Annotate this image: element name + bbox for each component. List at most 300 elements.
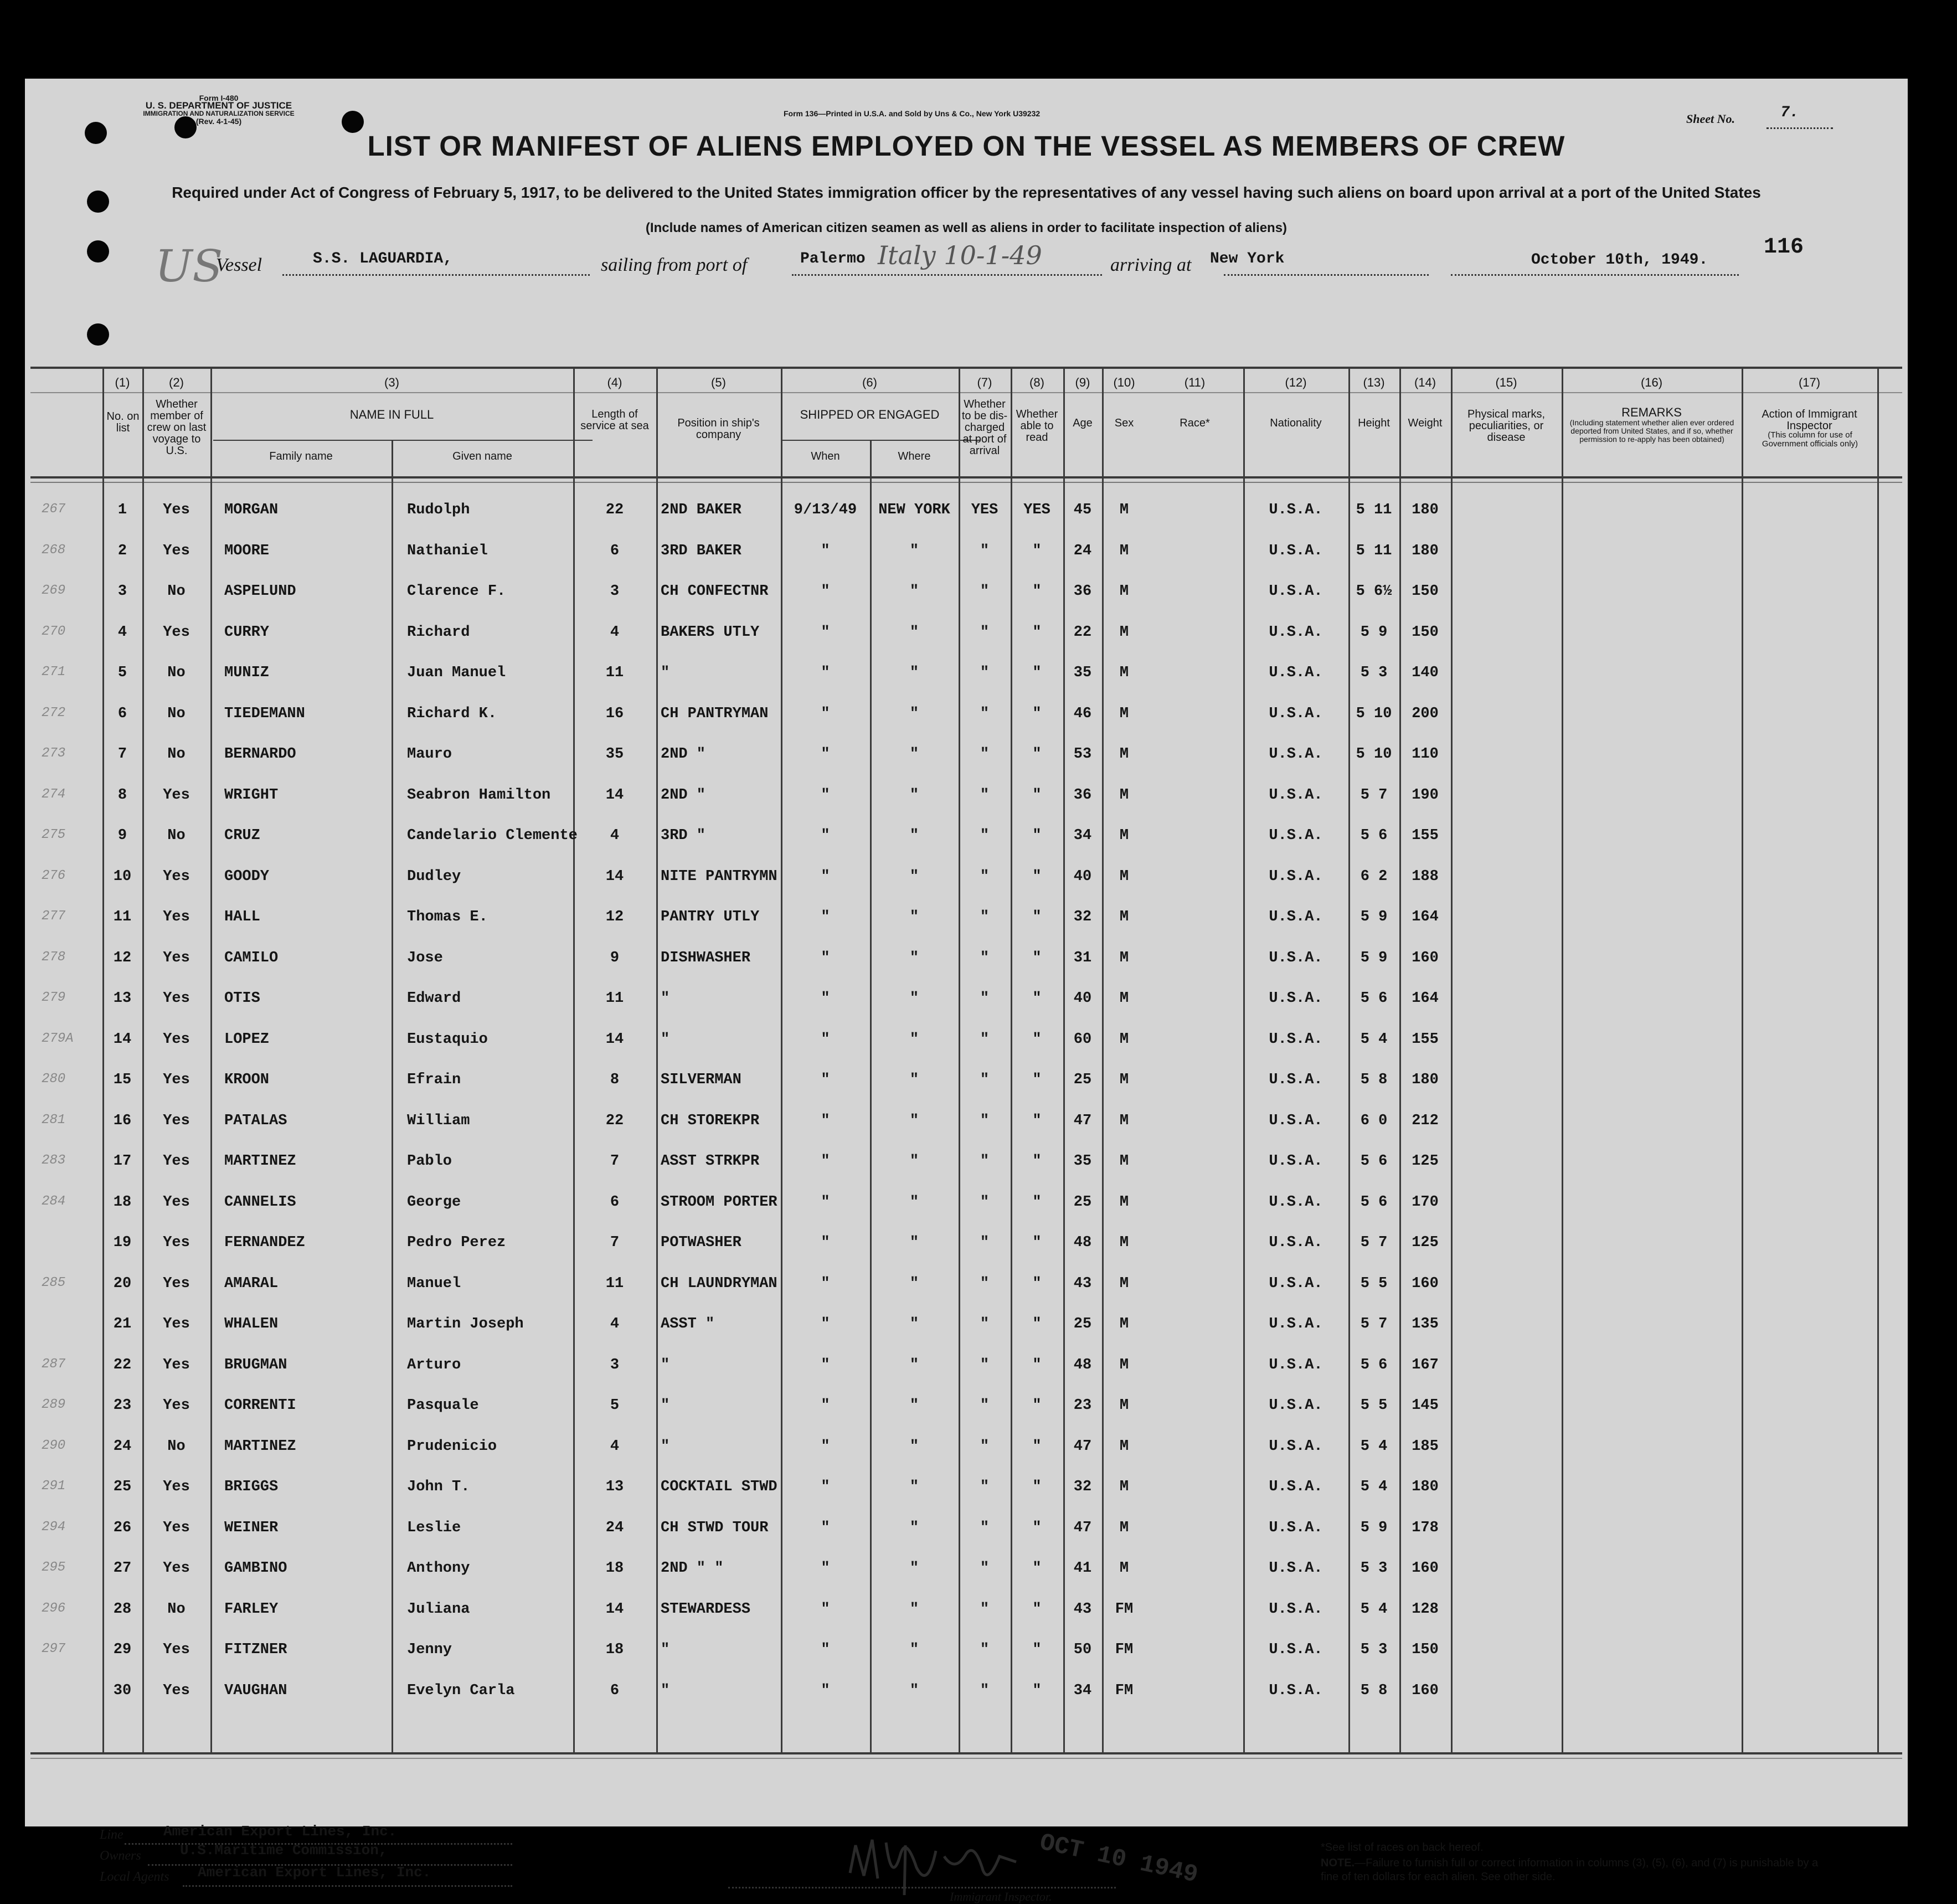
shipped-where: " <box>909 1153 919 1170</box>
length-of-service: 3 <box>610 583 620 600</box>
form-number: Form I-480 <box>199 94 239 102</box>
given-name: Richard <box>407 624 470 641</box>
able-to-read: " <box>1032 1397 1042 1414</box>
local-agents-label: Local Agents <box>100 1870 169 1884</box>
given-name: Rudolph <box>407 502 470 518</box>
age: 35 <box>1073 1153 1092 1170</box>
table-row <box>25 813 1908 852</box>
family-name: MOORE <box>224 542 270 559</box>
last-voyage: Yes <box>163 1031 190 1048</box>
nationality: U.S.A. <box>1269 1356 1323 1373</box>
shipped-when: " <box>821 1072 830 1088</box>
last-voyage: Yes <box>163 1682 190 1699</box>
length-of-service: 4 <box>610 1438 620 1455</box>
discharged: " <box>980 909 990 925</box>
given-name: Edward <box>407 990 461 1007</box>
height: 5 3 <box>1360 1641 1388 1658</box>
shipped-where: " <box>909 665 919 681</box>
sheet-value: 7. <box>1780 104 1799 121</box>
height: 5 6 <box>1360 827 1388 844</box>
position: 2ND " <box>661 746 706 763</box>
nationality: U.S.A. <box>1269 1601 1323 1618</box>
row-reference-number: 273 <box>42 746 66 761</box>
able-to-read: " <box>1032 786 1042 804</box>
weight: 145 <box>1412 1397 1439 1414</box>
discharged: " <box>980 868 990 885</box>
list-number: 10 <box>113 868 132 885</box>
length-of-service: 16 <box>605 705 624 722</box>
family-name: FITZNER <box>224 1641 287 1658</box>
length-of-service: 4 <box>610 827 620 844</box>
sex: M <box>1119 1479 1129 1495</box>
length-of-service: 13 <box>605 1479 624 1495</box>
table-row <box>25 1464 1908 1503</box>
given-name: Juliana <box>407 1601 470 1618</box>
shipped-when: " <box>821 1112 830 1129</box>
family-name: PATALAS <box>224 1112 287 1129</box>
given-name: Efrain <box>407 1072 461 1088</box>
weight: 164 <box>1412 909 1439 925</box>
position: ASST STRKPR <box>661 1153 760 1170</box>
able-to-read: YES <box>1023 502 1050 518</box>
given-name: Clarence F. <box>407 583 506 600</box>
row-reference-number: 267 <box>42 502 66 517</box>
punch-hole <box>87 191 109 213</box>
fine-note <box>1321 1856 1830 1884</box>
row-reference-number: 281 <box>42 1112 66 1128</box>
discharged: " <box>980 1397 990 1414</box>
table-row <box>25 487 1908 526</box>
shipped-where: " <box>909 1112 919 1129</box>
given-name: Seabron Hamilton <box>407 786 551 804</box>
nationality: U.S.A. <box>1269 624 1323 641</box>
shipped-when: " <box>821 1193 830 1211</box>
given-name: Candelario Clemente <box>407 827 578 844</box>
shipped-when: " <box>821 1479 830 1495</box>
family-name: KROON <box>224 1072 270 1088</box>
last-voyage: Yes <box>163 909 190 925</box>
length-of-service: 18 <box>605 1641 624 1658</box>
column-number: (13) <box>1363 375 1385 389</box>
form-id-block <box>119 94 318 125</box>
header-where: Where <box>898 450 931 462</box>
sex: M <box>1119 1316 1129 1332</box>
row-reference-number: 272 <box>42 705 66 721</box>
family-name: MORGAN <box>224 502 279 518</box>
column-number: (11) <box>1184 375 1206 389</box>
header-shipped-engaged: SHIPPED OR ENGAGED <box>800 408 940 421</box>
list-number: 4 <box>117 624 127 641</box>
sex: M <box>1119 990 1129 1007</box>
header-given-name: Given name <box>452 450 512 462</box>
row-reference-number: 296 <box>42 1601 66 1616</box>
service-name: IMMIGRATION AND NATURALIZATION SERVICE <box>143 110 295 117</box>
family-name: WHALEN <box>224 1316 279 1332</box>
position: DISHWASHER <box>661 949 751 966</box>
shipped-when: " <box>821 1397 830 1414</box>
shipped-when: " <box>821 1519 830 1536</box>
last-voyage: Yes <box>163 1356 190 1373</box>
position: " <box>661 1356 670 1373</box>
table-row <box>25 1668 1908 1707</box>
weight: 167 <box>1412 1356 1439 1373</box>
weight: 160 <box>1412 949 1439 966</box>
length-of-service: 11 <box>605 1275 624 1292</box>
table-row <box>25 1424 1908 1463</box>
given-name: Mauro <box>407 746 452 763</box>
shipped-where: " <box>909 1031 919 1048</box>
shipped-when: " <box>821 583 830 600</box>
family-name: TIEDEMANN <box>224 705 305 722</box>
list-number: 9 <box>117 827 127 844</box>
age: 46 <box>1073 705 1092 722</box>
sailing-label: sailing from port of <box>601 255 748 275</box>
header-when: When <box>811 450 840 462</box>
nationality: U.S.A. <box>1269 1193 1323 1211</box>
shipped-when: " <box>821 1275 830 1292</box>
vessel-label: Vessel <box>216 255 262 275</box>
able-to-read: " <box>1032 949 1042 966</box>
header-discharged: Whether to be dis-charged at port of arrival <box>961 398 1008 457</box>
discharged: " <box>980 1031 990 1048</box>
discharged: " <box>980 665 990 681</box>
table-row <box>25 854 1908 893</box>
sex: M <box>1119 705 1129 722</box>
list-number: 23 <box>113 1397 132 1414</box>
sheet-number <box>1686 104 1799 126</box>
last-voyage: No <box>167 1601 186 1618</box>
shipped-where: " <box>909 1316 919 1332</box>
sex: M <box>1119 1153 1129 1170</box>
height: 5 6½ <box>1356 583 1392 600</box>
position: 3RD " <box>661 827 706 844</box>
nationality: U.S.A. <box>1269 868 1323 885</box>
shipped-where: " <box>909 1356 919 1373</box>
table-row <box>25 569 1908 608</box>
discharged: " <box>980 705 990 722</box>
shipped-when: " <box>821 1234 830 1251</box>
handwritten-port-note: Italy 10-1-49 <box>878 240 1042 270</box>
given-name: Pedro Perez <box>407 1234 506 1251</box>
height: 5 4 <box>1360 1601 1388 1618</box>
list-number: 21 <box>113 1316 132 1332</box>
height: 5 9 <box>1360 624 1388 641</box>
row-reference-number: 274 <box>42 786 66 802</box>
length-of-service: 5 <box>610 1397 620 1414</box>
given-name: John T. <box>407 1479 470 1495</box>
height: 5 8 <box>1360 1072 1388 1088</box>
shipped-when: " <box>821 1153 830 1170</box>
shipped-where: " <box>909 705 919 722</box>
age: 34 <box>1073 827 1092 844</box>
height: 5 11 <box>1356 542 1392 559</box>
table-row <box>25 1017 1908 1056</box>
able-to-read: " <box>1032 909 1042 925</box>
position: " <box>661 1682 670 1699</box>
shipped-when: " <box>821 1356 830 1373</box>
age: 50 <box>1073 1641 1092 1658</box>
position: " <box>661 1438 670 1455</box>
family-name: MUNIZ <box>224 665 270 681</box>
able-to-read: " <box>1032 1519 1042 1536</box>
sex: M <box>1119 786 1129 804</box>
weight: 125 <box>1412 1153 1439 1170</box>
shipped-where: " <box>909 990 919 1007</box>
sex: M <box>1119 1397 1129 1414</box>
height: 5 8 <box>1360 1682 1388 1699</box>
age: 34 <box>1073 1682 1092 1699</box>
age: 47 <box>1073 1438 1092 1455</box>
column-number: (4) <box>607 375 622 389</box>
given-name: Juan Manuel <box>407 665 506 681</box>
weight: 150 <box>1412 624 1439 641</box>
length-of-service: 24 <box>605 1519 624 1536</box>
position: PANTRY UTLY <box>661 909 760 925</box>
position: 2ND BAKER <box>661 502 741 518</box>
able-to-read: " <box>1032 1072 1042 1088</box>
weight: 180 <box>1412 1072 1439 1088</box>
header-nationality: Nationality <box>1270 417 1322 429</box>
family-name: BRIGGS <box>224 1479 279 1495</box>
nationality: U.S.A. <box>1269 1397 1323 1414</box>
height: 5 5 <box>1360 1275 1388 1292</box>
row-reference-number: 279 <box>42 990 66 1005</box>
last-voyage: Yes <box>163 786 190 804</box>
header-list-number: No. on list <box>106 410 140 434</box>
row-reference-number: 268 <box>42 542 66 558</box>
age: 36 <box>1073 786 1092 804</box>
header-position: Position in ship's company <box>677 417 760 441</box>
last-voyage: Yes <box>163 1397 190 1414</box>
position: COCKTAIL STWD <box>661 1479 777 1495</box>
sex: M <box>1119 1356 1129 1373</box>
sex: M <box>1119 1560 1129 1577</box>
family-name: FERNANDEZ <box>224 1234 305 1251</box>
family-name: GOODY <box>224 868 270 885</box>
line-value: American Export Lines, Inc. <box>163 1823 397 1840</box>
position: POTWASHER <box>661 1234 741 1251</box>
arriving-label: arriving at <box>1110 255 1192 275</box>
length-of-service: 22 <box>605 502 624 518</box>
given-name: Richard K. <box>407 705 497 722</box>
able-to-read: " <box>1032 1601 1042 1618</box>
list-number: 18 <box>113 1193 132 1211</box>
owners-value: U.S.Maritime Commission, <box>180 1842 388 1859</box>
table-row <box>25 1057 1908 1096</box>
given-name: Martin Joseph <box>407 1316 524 1332</box>
weight: 190 <box>1412 786 1439 804</box>
row-reference-number: 271 <box>42 665 66 680</box>
header-age: Age <box>1073 417 1093 429</box>
last-voyage: Yes <box>163 949 190 966</box>
row-reference-number: 275 <box>42 827 66 842</box>
discharged: " <box>980 1316 990 1332</box>
discharged: " <box>980 1234 990 1251</box>
family-name: VAUGHAN <box>224 1682 287 1699</box>
sex: M <box>1119 949 1129 966</box>
discharged: " <box>980 1153 990 1170</box>
last-voyage: Yes <box>163 1234 190 1251</box>
column-number: (17) <box>1798 375 1821 389</box>
shipped-where: " <box>909 786 919 804</box>
row-reference-number: 280 <box>42 1072 66 1087</box>
family-name: MARTINEZ <box>224 1153 296 1170</box>
discharged: YES <box>971 502 998 518</box>
table-row <box>25 650 1908 689</box>
shipped-where: " <box>909 1601 919 1618</box>
height: 5 6 <box>1360 1356 1388 1373</box>
last-voyage: No <box>167 827 186 844</box>
local-agents-value: American Export Lines, Inc. <box>198 1864 431 1881</box>
able-to-read: " <box>1032 1641 1042 1658</box>
position: CH STWD TOUR <box>661 1519 769 1536</box>
shipped-where: " <box>909 1397 919 1414</box>
list-number: 8 <box>117 786 127 804</box>
nationality: U.S.A. <box>1269 1112 1323 1129</box>
column-number: (12) <box>1285 375 1307 389</box>
nationality: U.S.A. <box>1269 1234 1323 1251</box>
date-stamp: OCT 10 1949 <box>1037 1829 1201 1890</box>
last-voyage: Yes <box>163 1275 190 1292</box>
family-name: AMARAL <box>224 1275 279 1292</box>
age: 35 <box>1073 665 1092 681</box>
weight: 155 <box>1412 827 1439 844</box>
row-reference-number: 270 <box>42 624 66 639</box>
weight: 135 <box>1412 1316 1439 1332</box>
age: 48 <box>1073 1356 1092 1373</box>
age: 22 <box>1073 624 1092 641</box>
weight: 160 <box>1412 1682 1439 1699</box>
shipped-when: " <box>821 624 830 641</box>
printer-line: Form 136—Printed in U.S.A. and Sold by Uns & Co., New York U39232 <box>784 109 1041 118</box>
sex: M <box>1119 1072 1129 1088</box>
discharged: " <box>980 1112 990 1129</box>
weight: 185 <box>1412 1438 1439 1455</box>
list-number: 7 <box>117 746 127 763</box>
table-row <box>25 1301 1908 1340</box>
list-number: 27 <box>113 1560 132 1577</box>
length-of-service: 7 <box>610 1234 620 1251</box>
able-to-read: " <box>1032 1193 1042 1211</box>
column-number: (6) <box>862 375 877 389</box>
discharged: " <box>980 990 990 1007</box>
header-height: Height <box>1358 417 1390 429</box>
nationality: U.S.A. <box>1269 1519 1323 1536</box>
height: 5 10 <box>1356 705 1392 722</box>
shipped-where: " <box>909 1072 919 1088</box>
note-label: NOTE. <box>1321 1857 1355 1869</box>
sex: M <box>1119 1275 1129 1292</box>
family-name: HALL <box>224 909 260 925</box>
weight: 160 <box>1412 1275 1439 1292</box>
sex: M <box>1119 1193 1129 1211</box>
list-number: 3 <box>117 583 127 600</box>
table-row <box>25 691 1908 730</box>
sex: M <box>1119 746 1129 763</box>
weight: 178 <box>1412 1519 1439 1536</box>
length-of-service: 14 <box>605 1031 624 1048</box>
sex: M <box>1119 502 1129 518</box>
form-revision: (Rev. 4-1-45) <box>195 117 242 126</box>
races-note: *See list of races on back hereof. <box>1321 1841 1484 1854</box>
able-to-read: " <box>1032 542 1042 559</box>
arrival-date: October 10th, 1949. <box>1531 251 1708 269</box>
family-name: LOPEZ <box>224 1031 270 1048</box>
shipped-when: " <box>821 665 830 681</box>
able-to-read: " <box>1032 665 1042 681</box>
able-to-read: " <box>1032 705 1042 722</box>
given-name: Manuel <box>407 1275 461 1292</box>
shipped-where: " <box>909 1193 919 1211</box>
column-number: (5) <box>711 375 726 389</box>
column-number: (16) <box>1640 375 1663 389</box>
nationality: U.S.A. <box>1269 746 1323 763</box>
table-row <box>25 1342 1908 1381</box>
shipped-where: " <box>909 949 919 966</box>
shipped-when: " <box>821 705 830 722</box>
position: SILVERMAN <box>661 1072 741 1088</box>
header-inspector-action-sub: (This column for use of Government officials only) <box>1762 430 1858 449</box>
shipped-when: " <box>821 1601 830 1618</box>
weight: 140 <box>1412 665 1439 681</box>
list-number: 11 <box>113 909 132 925</box>
weight: 110 <box>1412 746 1439 763</box>
punch-hole <box>87 323 109 346</box>
shipped-when: " <box>821 1031 830 1048</box>
vessel-name: S.S. LAGUARDIA, <box>313 250 453 267</box>
height: 6 0 <box>1360 1112 1388 1129</box>
nationality: U.S.A. <box>1269 949 1323 966</box>
position: 2ND " " <box>661 1560 724 1577</box>
shipped-where: " <box>909 1560 919 1577</box>
family-name: CURRY <box>224 624 270 641</box>
column-number: (8) <box>1029 375 1044 389</box>
able-to-read: " <box>1032 583 1042 600</box>
weight: 180 <box>1412 1479 1439 1495</box>
table-row <box>25 1220 1908 1259</box>
page-number: 116 <box>1764 235 1804 260</box>
shipped-when: " <box>821 786 830 804</box>
sex: M <box>1119 624 1129 641</box>
last-voyage: Yes <box>163 990 190 1007</box>
given-name: Jenny <box>407 1641 452 1658</box>
line-label: Line <box>100 1828 123 1842</box>
department: U. S. DEPARTMENT OF JUSTICE <box>145 100 292 111</box>
given-name: Anthony <box>407 1560 470 1577</box>
header-remarks-sub: (Including statement whether alien ever ordered deported from United States, and if so, whether permission to re-apply has been obtained) <box>1569 418 1734 444</box>
weight: 200 <box>1412 705 1439 722</box>
weight: 164 <box>1412 990 1439 1007</box>
weight: 155 <box>1412 1031 1439 1048</box>
list-number: 25 <box>113 1479 132 1495</box>
age: 25 <box>1073 1072 1092 1088</box>
table-row <box>25 528 1908 567</box>
nationality: U.S.A. <box>1269 827 1323 844</box>
table-row <box>25 1261 1908 1300</box>
age: 53 <box>1073 746 1092 763</box>
nationality: U.S.A. <box>1269 1479 1323 1495</box>
nationality: U.S.A. <box>1269 665 1323 681</box>
age: 43 <box>1073 1601 1092 1618</box>
shipped-where: " <box>909 1519 919 1536</box>
discharged: " <box>980 827 990 844</box>
shipped-when: " <box>821 1641 830 1658</box>
height: 6 2 <box>1360 868 1388 885</box>
position: 2ND " <box>661 786 706 804</box>
document-note: (Include names of American citizen seamen as well as aliens in order to facilitate inspection of aliens) <box>645 220 1288 235</box>
position: " <box>661 665 670 681</box>
age: 23 <box>1073 1397 1092 1414</box>
